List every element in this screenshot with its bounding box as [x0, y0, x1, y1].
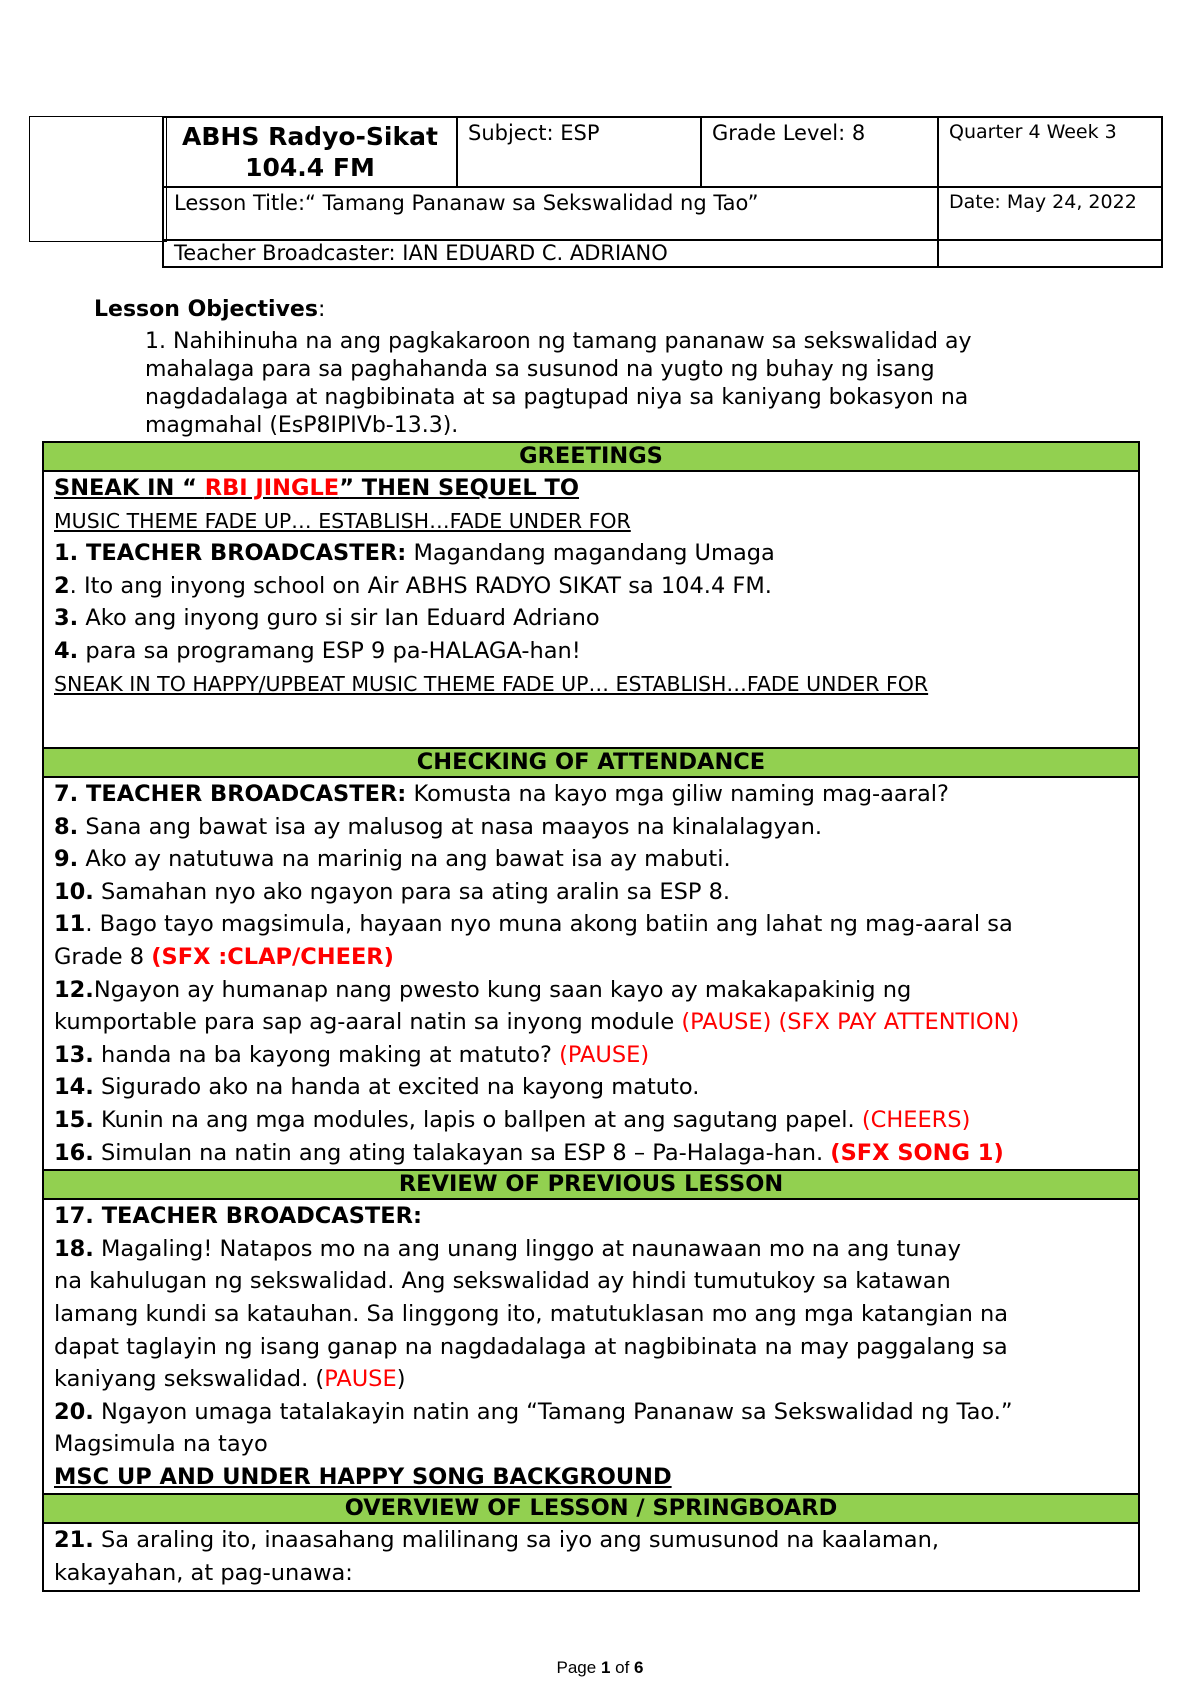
pause-cue: (PAUSE)	[559, 1041, 650, 1068]
script-line-18-d: dapat taglayin ng isang ganap na nagdadalaga at nagbibinata na may paggalang sa	[54, 1333, 1008, 1360]
script-line-18: 18. Magaling! Natapos mo na ang unang linggo at naunawaan mo na ang tunay	[54, 1235, 961, 1262]
script-line-14: 14. Sigurado ako na handa at excited na kayong matuto.	[54, 1074, 700, 1101]
script-line-21-b: kakayahan, at pag-unawa:	[54, 1560, 353, 1587]
review-body	[43, 1199, 1139, 1494]
script-line-15: 15. Kunin na ang mga modules, lapis o ballpen at ang sagutang papel. (CHEERS)	[54, 1106, 971, 1133]
sfx-cue: (SFX SONG 1)	[830, 1139, 1004, 1166]
script-line-10: 10. Samahan nyo ako ngayon para sa ating aralin sa ESP 8.	[54, 878, 731, 905]
script-line-16: 16. Simulan na natin ang ating talakayan sa ESP 8 – Pa-Halaga-han. (SFX SONG 1)	[54, 1139, 1004, 1166]
page-number: 1	[600, 1658, 611, 1677]
objectives-colon: :	[317, 297, 326, 322]
empty-cell	[938, 240, 1162, 267]
sfx-cue: (PAUSE) (SFX PAY ATTENTION)	[681, 1009, 1020, 1036]
script-line-18-c: lamang kundi sa katauhan. Sa linggong ito, matutuklasan mo ang mga katangian na	[54, 1300, 1009, 1327]
script-line-1: 1. TEACHER BROADCASTER: Magandang magandang Umaga	[54, 540, 775, 567]
section-header-attendance: CHECKING OF ATTENDANCE	[43, 748, 1139, 777]
script-line-17: 17. TEACHER BROADCASTER:	[54, 1203, 422, 1230]
teacher-cell: Teacher Broadcaster: IAN EDUARD C. ADRIANO	[163, 240, 938, 267]
script-line-9: 9. Ako ay natutuwa na marinig na ang bawat isa ay mabuti.	[54, 846, 731, 873]
script-line-12: 12.Ngayon ay humanap nang pwesto kung saan kayo ay makakapakinig ng	[54, 976, 912, 1003]
attendance-body	[43, 777, 1139, 1170]
script-line-13: 13. handa na ba kayong making at matuto? (PAUSE)	[54, 1041, 650, 1068]
page-label: Page	[556, 1658, 601, 1677]
section-header-greetings: GREETINGS	[43, 442, 1139, 471]
msc-cue: MSC UP AND UNDER HAPPY SONG BACKGROUND	[54, 1463, 672, 1490]
script-line-18-b: na kahulugan ng sekswalidad. Ang sekswalidad ay hindi tumutukoy sa katawan	[54, 1268, 951, 1295]
script-line-20: 20. Ngayon umaga tatalakayin natin ang “Tamang Pananaw sa Sekswalidad ng Tao.”	[54, 1398, 1013, 1425]
grade-level-cell: Grade Level: 8	[701, 117, 938, 187]
script-line-3: 3. Ako ang inyong guro si sir Ian Eduard Adriano	[54, 605, 600, 632]
script-line-21: 21. Sa araling ito, inaasahang malilinang sa iyo ang sumusunod na kaalaman,	[54, 1527, 939, 1554]
header-table	[162, 116, 1163, 268]
section-header-overview: OVERVIEW OF LESSON / SPRINGBOARD	[43, 1494, 1139, 1523]
pause-cue: PAUSE	[324, 1366, 397, 1393]
subject-cell: Subject: ESP	[457, 117, 701, 187]
greetings-body	[43, 471, 1139, 748]
objectives-heading: Lesson Objectives	[94, 297, 318, 322]
script-line-11-cont: Grade 8 (SFX :CLAP/CHEER)	[54, 943, 394, 970]
page-total: 6	[634, 1658, 644, 1677]
lesson-title-cell: Lesson Title:“ Tamang Pananaw sa Sekswalidad ng Tao”	[163, 187, 938, 240]
rbi-jingle-label: RBI JINGLE	[204, 475, 340, 501]
overview-body	[43, 1523, 1139, 1590]
broadcast-script-table	[42, 441, 1140, 1592]
logo-box	[29, 116, 167, 242]
page-footer	[0, 1658, 1200, 1678]
script-line-18-e: kaniyang sekswalidad. (PAUSE)	[54, 1366, 406, 1393]
script-line-7: 7. TEACHER BROADCASTER: Komusta na kayo mga giliw naming mag-aaral?	[54, 781, 949, 807]
of-label: of	[610, 1658, 635, 1677]
script-line-11: 11. Bago tayo magsimula, hayaan nyo muna akong batiin ang lahat ng mag-aaral sa	[54, 911, 1013, 938]
objective-item: 1. Nahihinuha na ang pagkakaroon ng tamang pananaw sa sekswalidad ay mahalaga para sa paghahanda sa susunod na yugto ng buhay ng isang nagdadalaga at nagbibinata at sa pagtupad niya sa kaniyang bokasyon na magmahal (EsP8IPIVb-13.3).	[145, 329, 972, 438]
script-line-2: 2. Ito ang inyong school on Air ABHS RADYO SIKAT sa 104.4 FM.	[54, 572, 772, 599]
script-line-20-b: Magsimula na tayo	[54, 1431, 268, 1458]
station-name: ABHS Radyo-Sikat 104.4 FM	[163, 117, 457, 187]
sfx-cue: (SFX :CLAP/CHEER)	[151, 943, 394, 970]
sneak-in-cue: SNEAK IN “ RBI JINGLE” THEN SEQUEL TO	[54, 475, 580, 501]
script-line-12-cont: kumportable para sap ag-aaral natin sa inyong module (PAUSE) (SFX PAY ATTENTION)	[54, 1009, 1020, 1036]
date-cell: Date: May 24, 2022	[938, 187, 1162, 240]
quarter-week-cell: Quarter 4 Week 3	[938, 117, 1162, 187]
music-cue-2: SNEAK IN TO HAPPY/UPBEAT MUSIC THEME FADE UP… ESTABLISH…FADE UNDER FOR	[54, 671, 929, 696]
lesson-objectives	[94, 296, 1084, 440]
script-line-8: 8. Sana ang bawat isa ay malusog at nasa maayos na kinalalagyan.	[54, 813, 822, 840]
cheers-cue: (CHEERS)	[861, 1106, 971, 1133]
script-line-4: 4. para sa programang ESP 9 pa-HALAGA-han!	[54, 637, 581, 664]
section-header-review: REVIEW OF PREVIOUS LESSON	[43, 1170, 1139, 1199]
music-cue: MUSIC THEME FADE UP… ESTABLISH…FADE UNDER FOR	[54, 508, 631, 533]
